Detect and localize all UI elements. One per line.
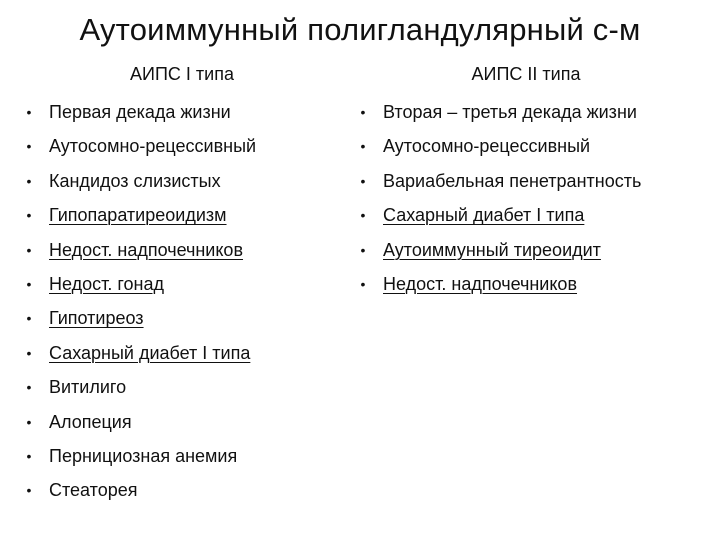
left-list-item [22, 95, 342, 129]
right-list-item-text: Недост. надпочечников [383, 273, 578, 294]
left-list-item-text: Витилиго [49, 377, 127, 398]
bullet-icon: • [26, 413, 32, 430]
left-list-item-text: Кандидоз слизистых [49, 170, 221, 191]
right-list-item [356, 164, 716, 198]
right-list-item-text: Сахарный диабет I типа [383, 205, 585, 226]
left-list-item [22, 405, 342, 439]
bullet-icon: • [26, 310, 32, 327]
right-list-item-text: Аутосомно-рецессивный [383, 136, 591, 157]
left-column-heading: АИПС I типа [130, 64, 234, 84]
bullet-icon: • [26, 241, 32, 258]
bullet-icon: • [360, 275, 366, 292]
left-list-item [22, 267, 342, 301]
right-list-item-text: Вариабельная пенетрантность [383, 170, 642, 191]
bullet-icon: • [360, 207, 366, 224]
left-list-item-text: Аутосомно-рецессивный [49, 136, 257, 157]
right-column [356, 60, 716, 301]
left-list-item [22, 164, 342, 198]
right-column-heading: АИПС II типа [471, 64, 581, 84]
slide-title: Аутоиммунный полигландулярный с-м [79, 12, 641, 47]
left-list-item [22, 439, 342, 473]
right-bullet-list [356, 95, 716, 301]
right-list-item [356, 198, 716, 232]
bullet-icon: • [26, 207, 32, 224]
left-list-item-text: Гипопаратиреоидизм [49, 205, 227, 226]
left-list-item-text: Первая декада жизни [49, 102, 231, 122]
left-list-item [22, 301, 342, 335]
right-list-item [356, 233, 716, 267]
bullet-icon: • [360, 172, 366, 189]
bullet-icon: • [360, 104, 366, 120]
left-list-item [22, 198, 342, 232]
bullet-icon: • [26, 482, 32, 499]
right-list-item [356, 129, 716, 163]
left-list-item [22, 370, 342, 404]
left-list-item [22, 336, 342, 370]
left-list-item-text: Стеаторея [49, 480, 138, 501]
left-list-item-text: Гипотиреоз [49, 308, 144, 329]
bullet-icon: • [26, 344, 32, 361]
left-list-item-text: Алопеция [49, 411, 132, 432]
left-list-item-text: Недост. надпочечников [49, 239, 244, 260]
right-list-item [356, 95, 716, 129]
right-list-item-text: Аутоиммунный тиреоидит [383, 239, 601, 260]
bullet-icon: • [26, 172, 32, 189]
left-list-item [22, 233, 342, 267]
bullet-icon: • [26, 104, 32, 120]
left-list-item [22, 129, 342, 163]
bullet-icon: • [26, 447, 32, 464]
right-list-item-text: Вторая – третья декада жизни [383, 102, 637, 122]
left-column [22, 60, 342, 508]
bullet-icon: • [26, 138, 32, 155]
bullet-icon: • [26, 379, 32, 396]
left-list-item-text: Сахарный диабет I типа [49, 342, 251, 363]
left-list-item [22, 473, 342, 507]
bullet-icon: • [360, 138, 366, 155]
right-list-item [356, 267, 716, 301]
left-bullet-list [22, 95, 342, 508]
left-list-item-text: Недост. гонад [49, 273, 165, 294]
left-list-item-text: Пернициозная анемия [49, 445, 238, 466]
bullet-icon: • [360, 241, 366, 258]
bullet-icon: • [26, 275, 32, 292]
